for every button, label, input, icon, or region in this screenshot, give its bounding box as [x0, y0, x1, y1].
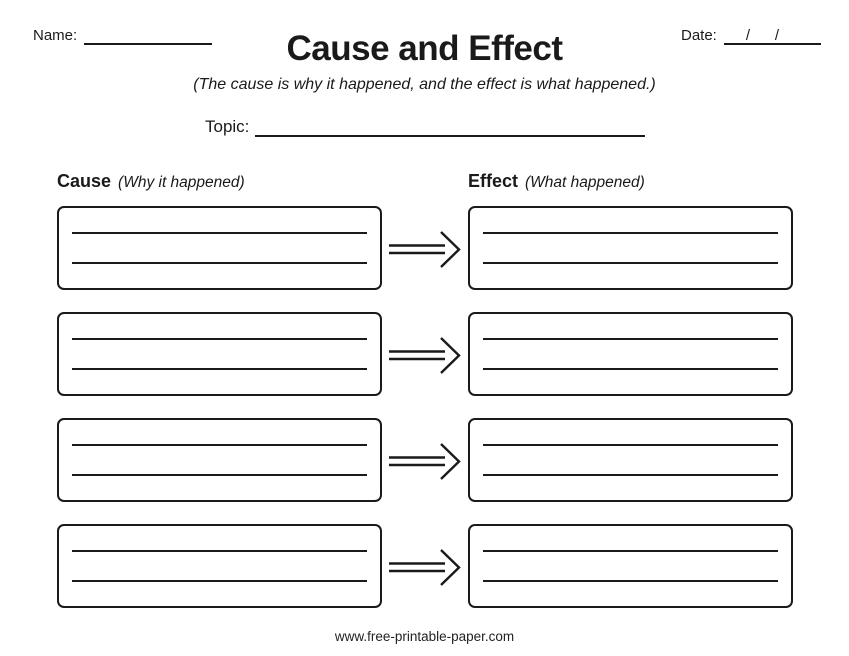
write-in-line: [72, 474, 367, 476]
write-in-line: [483, 338, 778, 340]
cause-effect-row: [57, 206, 793, 290]
write-in-line: [483, 474, 778, 476]
double-arrow-icon: [388, 335, 462, 375]
effect-box: [468, 418, 793, 502]
date-slash-icon: /: [774, 27, 780, 44]
subtitle: (The cause is why it happened, and the effect is what happened.): [193, 76, 656, 93]
date-label: Date:: [681, 27, 717, 44]
rows: [57, 206, 793, 608]
double-arrow-icon: [388, 229, 462, 269]
effect-box: [468, 206, 793, 290]
write-in-line: [483, 580, 778, 582]
write-in-line: [483, 444, 778, 446]
double-arrow-icon: [388, 547, 462, 587]
write-in-line: [72, 444, 367, 446]
arrow-cell: [382, 418, 468, 502]
cause-label: Cause: [57, 171, 112, 191]
arrow-cell: [382, 524, 468, 608]
cause-effect-row: [57, 312, 793, 396]
effect-box: [468, 524, 793, 608]
footer-url: www.free-printable-paper.com: [334, 629, 515, 644]
cause-column-header: [57, 171, 245, 192]
write-in-line: [483, 262, 778, 264]
page-title: Cause and Effect: [286, 29, 563, 68]
write-in-line: [72, 580, 367, 582]
cause-box: [57, 206, 382, 290]
write-in-line: [483, 368, 778, 370]
effect-hint: (What happened): [525, 174, 645, 191]
effect-label: Effect: [468, 171, 519, 191]
write-in-line: [72, 338, 367, 340]
name-label: Name:: [33, 27, 78, 44]
cause-box: [57, 312, 382, 396]
topic-blank-line: [255, 119, 645, 137]
topic-field: [205, 117, 645, 137]
date-blank-line: [724, 29, 821, 45]
cause-box: [57, 418, 382, 502]
write-in-line: [72, 368, 367, 370]
effect-box: [468, 312, 793, 396]
cause-hint: (Why it happened): [118, 174, 245, 191]
arrow-cell: [382, 312, 468, 396]
date-slash-icon: /: [745, 27, 751, 44]
write-in-line: [72, 550, 367, 552]
write-in-line: [72, 232, 367, 234]
cause-effect-row: [57, 418, 793, 502]
write-in-line: [483, 550, 778, 552]
effect-column-header: [468, 171, 645, 192]
date-field: [681, 27, 821, 45]
cause-box: [57, 524, 382, 608]
write-in-line: [72, 262, 367, 264]
arrow-cell: [382, 206, 468, 290]
cause-effect-row: [57, 524, 793, 608]
topic-label: Topic:: [205, 117, 250, 136]
double-arrow-icon: [388, 441, 462, 481]
write-in-line: [483, 232, 778, 234]
